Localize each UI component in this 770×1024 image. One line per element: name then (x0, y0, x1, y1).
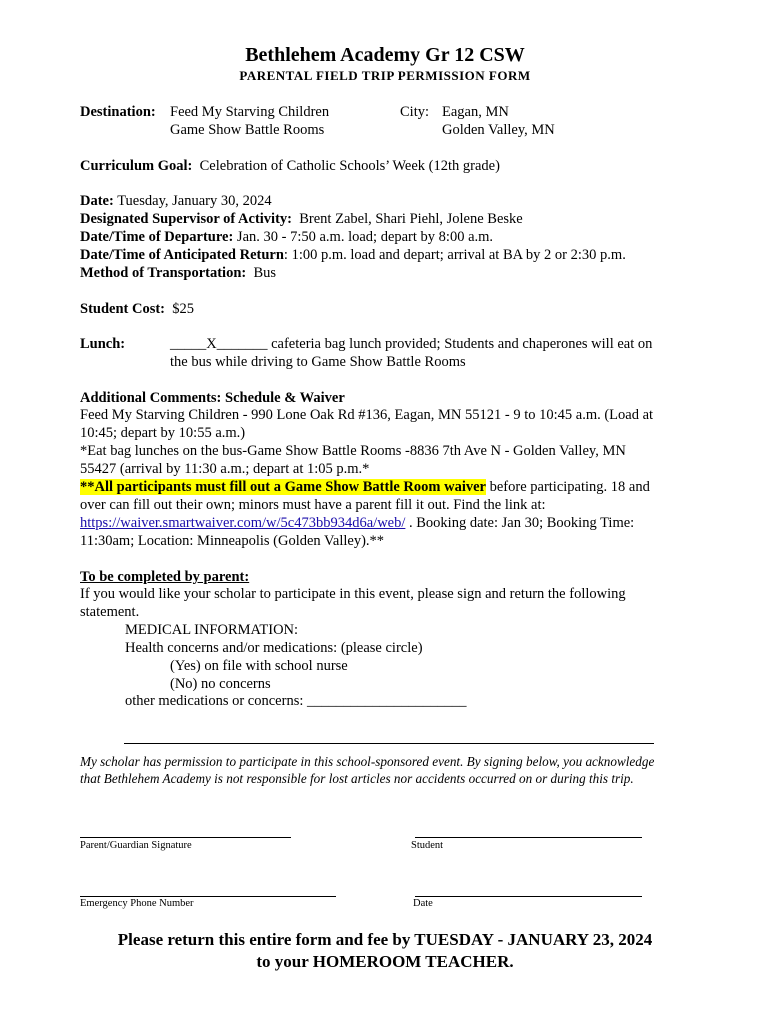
footer-line-1: Please return this entire form and fee by TUESDAY - JANUARY 23, 2024 (117, 930, 653, 949)
emergency-phone-label: Emergency Phone Number (80, 898, 194, 909)
waiver-link[interactable]: https://waiver.smartwaiver.com/w/5c473bb934d6a/web/ (80, 515, 406, 531)
comments-heading: Additional Comments: Schedule & Waiver (80, 390, 345, 406)
supervisor: Designated Supervisor of Activity: Brent Zabel, Shari Piehl, Jolene Beske (80, 211, 523, 227)
lunch-line-2: the bus while driving to Game Show Battle Rooms (170, 354, 466, 370)
parent-signature-line[interactable] (80, 837, 291, 838)
parent-signature-label: Parent/Guardian Signature (80, 840, 192, 851)
emergency-phone-line[interactable] (80, 896, 336, 897)
student-signature-label: Student (411, 840, 444, 851)
form-title: Bethlehem Academy Gr 12 CSW (245, 44, 525, 66)
option-no[interactable]: (No) no concerns (170, 676, 271, 692)
statement-line-1: My scholar has permission to participate in this school-sponsored event. By signing below, you acknowledge (80, 754, 655, 769)
date-label: Date (413, 898, 433, 909)
date-line[interactable] (415, 896, 642, 897)
lunch-line-1: _____X_______ cafeteria bag lunch provided; Students and chaperones will eat on (170, 336, 653, 352)
statement-line-2: that Bethlehem Academy is not responsible for lost articles nor accidents occurred on or during this trip. (80, 771, 634, 786)
city-label: City: (400, 104, 430, 120)
comments-line-7: https://waiver.smartwaiver.com/w/5c473bb934d6a/web/ . Booking date: Jan 30; Booking Time: (80, 515, 635, 531)
lunch-label: Lunch: (80, 336, 126, 352)
destination-line-2: Game Show Battle Rooms (170, 122, 325, 138)
comments-line-3: *Eat bag lunches on the bus-Game Show Battle Rooms -8836 7th Ave N - Golden Valley, MN (80, 443, 626, 459)
return-time: Date/Time of Anticipated Return: 1:00 p.m. load and depart; arrival at BA by 2 or 2:30 p.m. (80, 247, 626, 263)
curriculum-goal: Curriculum Goal: Celebration of Catholic Schools’ Week (12th grade) (80, 158, 500, 174)
trip-date: Date: Tuesday, January 30, 2024 (80, 193, 272, 209)
parent-line-2: statement. (80, 604, 140, 620)
comments-line-1: Feed My Starving Children - 990 Lone Oak Rd #136, Eagan, MN 55121 - 9 to 10:45 a.m. (Load at (80, 407, 654, 423)
student-signature-line[interactable] (415, 837, 642, 838)
student-cost: Student Cost: $25 (80, 301, 194, 317)
other-medications[interactable]: other medications or concerns: ______________________ (125, 693, 467, 709)
parent-line-1: If you would like your scholar to participate in this event, please sign and return the following (80, 586, 626, 602)
comments-line-6: over can fill out their own; minors must have a parent fill it out. Find the link at: (80, 497, 546, 513)
waiver-highlight: **All participants must fill out a Game Show Battle Room waiver (80, 479, 486, 495)
destination-label: Destination: (80, 104, 156, 120)
comments-line-4: 55427 (arrival by 11:30 a.m.; depart at 1:05 p.m.* (80, 461, 370, 477)
city-1: Eagan, MN (442, 104, 509, 120)
medical-heading: MEDICAL INFORMATION: (125, 622, 299, 638)
transportation: Method of Transportation: Bus (80, 265, 277, 281)
departure-time: Date/Time of Departure: Jan. 30 - 7:50 a.m. load; depart by 8:00 a.m. (80, 229, 494, 245)
option-yes[interactable]: (Yes) on file with school nurse (170, 658, 348, 674)
parent-heading: To be completed by parent: (80, 569, 250, 585)
health-concerns: Health concerns and/or medications: (please circle) (125, 640, 423, 656)
destination-line-1: Feed My Starving Children (170, 104, 330, 120)
comments-line-5: **All participants must fill out a Game Show Battle Room waiver before participating. 18 and (80, 479, 650, 495)
city-2: Golden Valley, MN (442, 122, 555, 138)
comments-line-2: 10:45; depart by 10:55 a.m.) (80, 425, 246, 441)
separator-line (124, 743, 654, 744)
comments-line-8: 11:30am; Location: Minneapolis (Golden Valley).** (80, 533, 385, 549)
footer-line-2: to your HOMEROOM TEACHER. (256, 952, 514, 971)
form-subtitle: PARENTAL FIELD TRIP PERMISSION FORM (239, 68, 531, 83)
